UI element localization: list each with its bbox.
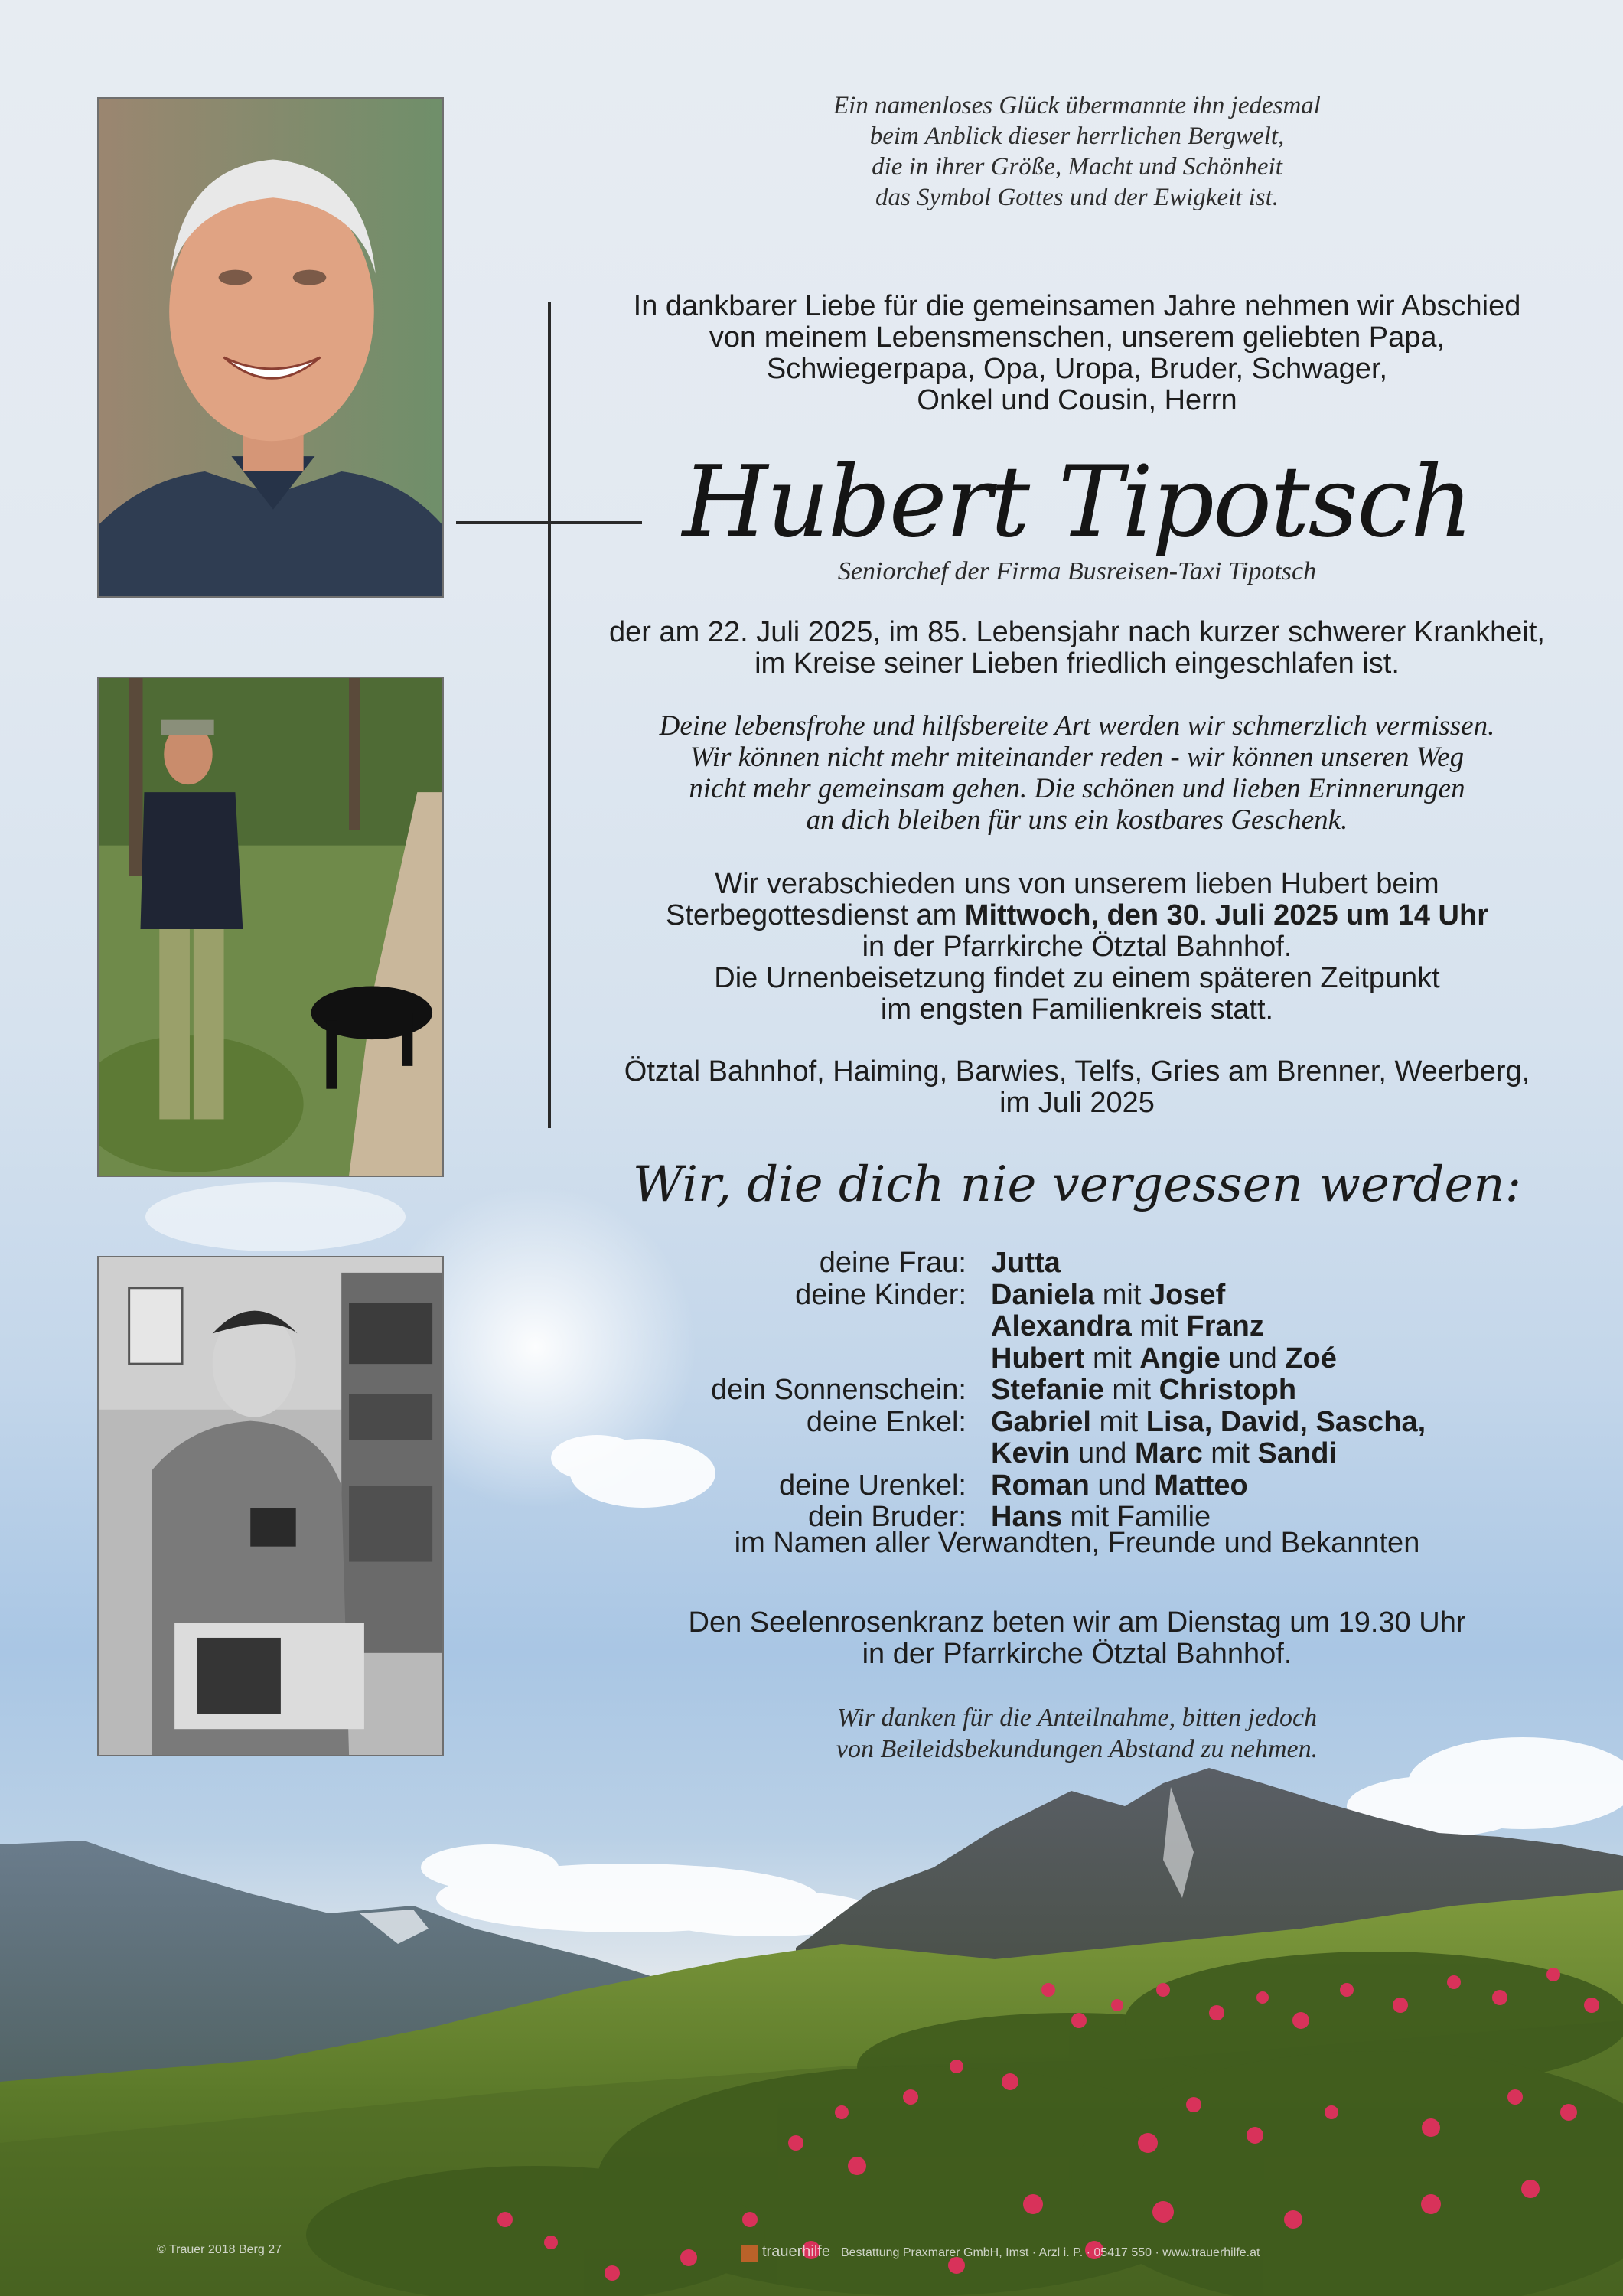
family-member-name: Matteo bbox=[1154, 1469, 1248, 1502]
memory-text bbox=[589, 710, 1565, 836]
quote-line: die in ihrer Größe, Macht und Schönheit bbox=[872, 153, 1282, 181]
footer-publisher-text: Bestattung Praxmarer GmbH, Imst · Arzl i. P. · 05417 550 · www.trauerhilfe.at bbox=[840, 2246, 1260, 2259]
footer-publisher bbox=[741, 2243, 1260, 2262]
footer-copyright: © Trauer 2018 Berg 27 bbox=[157, 2243, 282, 2256]
rosary-line: in der Pfarrkirche Ötztal Bahnhof. bbox=[862, 1638, 1292, 1670]
survivors-heading: Wir, die dich nie vergessen werden: bbox=[632, 1156, 1522, 1213]
family-member-name: Angie bbox=[1139, 1342, 1221, 1375]
family-member-name: Stefanie bbox=[991, 1374, 1104, 1406]
cross-vertical-bar bbox=[548, 302, 551, 1128]
memory-line: an dich bleiben für uns ein kostbares Geschenk. bbox=[806, 804, 1348, 836]
family-relation-label bbox=[589, 1343, 966, 1375]
death-line: im Kreise seiner Lieben friedlich eingeschlafen ist. bbox=[754, 647, 1400, 680]
service-line: in der Pfarrkirche Ötztal Bahnhof. bbox=[862, 931, 1292, 963]
family-relation-label: deine Enkel: bbox=[806, 1405, 966, 1438]
memory-line: nicht mehr gemeinsam gehen. Die schönen und lieben Erinnerungen bbox=[689, 773, 1465, 804]
service-date: Mittwoch, den 30. Juli 2025 um 14 Uhr bbox=[964, 899, 1488, 931]
family-member-name: Marc bbox=[1135, 1437, 1203, 1469]
intro-line: In dankbarer Liebe für die gemeinsamen Jahre nehmen wir Abschied bbox=[633, 290, 1521, 322]
death-notice bbox=[589, 617, 1565, 680]
quote-line: Ein namenloses Glück übermannte ihn jedesmal bbox=[833, 92, 1321, 119]
family-member-name: Alexandra bbox=[991, 1310, 1132, 1342]
family-member-row bbox=[991, 1407, 1572, 1439]
death-line: der am 22. Juli 2025, im 85. Lebensjahr nach kurzer schwerer Krankheit, bbox=[609, 616, 1545, 648]
thanks-line: Wir danken für die Anteilnahme, bitten jedoch bbox=[836, 1704, 1318, 1732]
family-member-name: Zoé bbox=[1285, 1342, 1337, 1375]
footer-logo-text: trauerhilfe bbox=[762, 2243, 830, 2260]
hiking-photo bbox=[97, 677, 444, 1177]
family-connector-text: und bbox=[1070, 1437, 1136, 1469]
family-connector-text: mit bbox=[1094, 1278, 1149, 1311]
family-member-row bbox=[991, 1438, 1572, 1470]
thanks-line: von Beileidsbekundungen Abstand zu nehmen. bbox=[836, 1735, 1318, 1763]
service-line: Die Urnenbeisetzung findet zu einem späteren Zeitpunkt bbox=[714, 962, 1440, 994]
family-member-name: Kevin bbox=[991, 1437, 1071, 1469]
intro-line: von meinem Lebensmenschen, unserem geliebten Papa, bbox=[709, 321, 1445, 354]
all-relatives-line: im Namen aller Verwandten, Freunde und Bekannten bbox=[734, 1527, 1420, 1559]
funeral-service-info bbox=[589, 869, 1565, 1026]
deceased-title: Seniorchef der Firma Busreisen-Taxi Tipotsch bbox=[837, 557, 1317, 585]
family-member-row bbox=[991, 1311, 1572, 1343]
memorial-quote bbox=[589, 90, 1565, 213]
intro-line: Schwiegerpapa, Opa, Uropa, Bruder, Schwager, bbox=[766, 353, 1388, 385]
farewell-intro bbox=[589, 291, 1565, 416]
thanks-note bbox=[589, 1702, 1565, 1765]
memory-line: Deine lebensfrohe und hilfsbereite Art werden wir schmerzlich vermissen. bbox=[659, 710, 1495, 742]
rosary-info bbox=[589, 1607, 1565, 1670]
deceased-name: Hubert Tipotsch bbox=[682, 445, 1472, 559]
family-member-name: Gabriel bbox=[991, 1405, 1091, 1438]
family-member-name: Franz bbox=[1186, 1310, 1264, 1342]
family-member-name: Hans bbox=[991, 1501, 1062, 1533]
family-member-row bbox=[991, 1280, 1572, 1312]
memory-line: Wir können nicht mehr miteinander reden - wir können unseren Weg bbox=[689, 742, 1465, 773]
family-member-row bbox=[991, 1470, 1572, 1502]
quote-line: beim Anblick dieser herrlichen Bergwelt, bbox=[869, 122, 1285, 150]
service-line: im engsten Familienkreis statt. bbox=[880, 993, 1274, 1026]
date-line: im Juli 2025 bbox=[999, 1087, 1155, 1119]
family-member-row bbox=[991, 1343, 1572, 1375]
service-date-line bbox=[589, 900, 1565, 931]
family-relation-label: dein Bruder: bbox=[807, 1501, 966, 1533]
family-relation-label: deine Kinder: bbox=[795, 1278, 966, 1311]
intro-line: Onkel und Cousin, Herrn bbox=[917, 384, 1237, 416]
places-line: Ötztal Bahnhof, Haiming, Barwies, Telfs, Gries am Brenner, Weerberg, bbox=[624, 1055, 1530, 1088]
service-line: Wir verabschieden uns von unserem lieben Hubert beim bbox=[715, 868, 1439, 900]
family-member-name: Daniela bbox=[991, 1278, 1095, 1311]
family-member-name: Hubert bbox=[991, 1342, 1085, 1375]
family-member-name: Christoph bbox=[1159, 1374, 1297, 1406]
family-connector-text: mit bbox=[1084, 1342, 1140, 1375]
family-relation-labels bbox=[589, 1247, 966, 1534]
family-member-name: Sandi bbox=[1257, 1437, 1337, 1469]
family-member-names bbox=[991, 1247, 1572, 1534]
family-relation-label bbox=[589, 1438, 966, 1470]
family-connector-text: mit bbox=[1131, 1310, 1187, 1342]
quote-line: das Symbol Gottes und der Ewigkeit ist. bbox=[875, 184, 1279, 211]
service-line-prefix: Sterbegottesdienst am bbox=[666, 899, 965, 931]
family-relation-label bbox=[589, 1311, 966, 1343]
family-connector-text: und bbox=[1220, 1342, 1286, 1375]
family-relation-label: dein Sonnenschein: bbox=[711, 1374, 966, 1406]
family-member-name: Josef bbox=[1149, 1278, 1226, 1311]
trauerhilfe-logo-icon bbox=[741, 2245, 758, 2262]
family-relation-label: deine Frau: bbox=[819, 1247, 966, 1279]
places-and-date bbox=[589, 1056, 1565, 1119]
rosary-line: Den Seelenrosenkranz beten wir am Dienstag um 19.30 Uhr bbox=[688, 1606, 1466, 1639]
family-connector-text: mit bbox=[1103, 1374, 1159, 1406]
family-member-name: Lisa, David, Sascha, bbox=[1146, 1405, 1426, 1438]
family-member-row bbox=[991, 1247, 1572, 1280]
vintage-photo bbox=[97, 1256, 444, 1756]
family-connector-text: mit Familie bbox=[1061, 1501, 1211, 1533]
family-relation-label: deine Urenkel: bbox=[778, 1469, 966, 1502]
portrait-photo bbox=[97, 97, 444, 598]
family-member-name: Jutta bbox=[991, 1247, 1061, 1279]
family-connector-text: mit bbox=[1090, 1405, 1146, 1438]
family-member-row bbox=[991, 1375, 1572, 1407]
family-connector-text: mit bbox=[1202, 1437, 1258, 1469]
family-connector-text: und bbox=[1089, 1469, 1155, 1502]
family-member-name: Roman bbox=[991, 1469, 1090, 1502]
